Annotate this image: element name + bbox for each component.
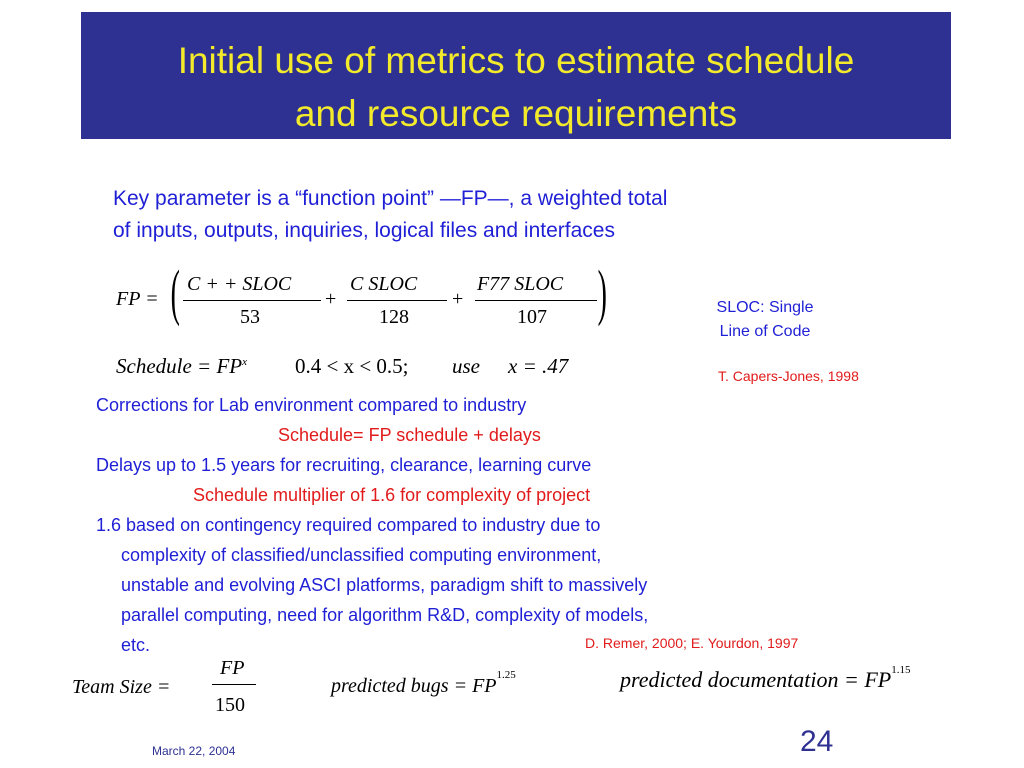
fp-term1-numerator: C + + SLOC — [187, 273, 292, 295]
schedule-exponent: x — [242, 356, 248, 368]
sloc-note-line-1: SLOC: Single — [716, 299, 814, 316]
slide-title-line-1: Initial use of metrics to estimate schedule — [177, 40, 855, 81]
paragraph-line-4: parallel computing, need for algorithm R&D, complexity of models, — [121, 605, 649, 625]
paragraph-line-1: 1.6 based on contingency required compared to industry due to — [96, 515, 601, 535]
team-size-denominator: 150 — [215, 694, 245, 716]
delays-line: Delays up to 1.5 years for recruiting, clearance, learning curve — [96, 455, 592, 475]
paragraph-line-5: etc. — [121, 635, 151, 655]
fp-term3-fraction-bar — [475, 300, 597, 301]
intro-line-1: Key parameter is a “function point” —FP—, a weighted total — [113, 187, 668, 210]
documentation-formula — [620, 663, 911, 693]
page-number: 24 — [800, 725, 834, 758]
fp-term3-denominator: 107 — [517, 306, 547, 328]
schedule-value: x = .47 — [508, 354, 569, 378]
plus-2: + — [452, 288, 464, 310]
bugs-formula — [331, 669, 516, 698]
bugs-lhs: predicted bugs = FP — [331, 675, 497, 697]
intro-line-2: of inputs, outputs, inquiries, logical files and interfaces — [113, 219, 615, 242]
documentation-lhs: predicted documentation = FP — [620, 667, 892, 692]
title-banner — [81, 12, 951, 139]
slide-title-line-2: and resource requirements — [294, 93, 738, 134]
schedule-lhs: Schedule = FP — [116, 354, 243, 378]
fp-term2-fraction-bar — [347, 300, 447, 301]
documentation-exponent: 1.15 — [891, 663, 911, 676]
team-size-fraction-bar — [212, 684, 256, 685]
schedule-equation-line: Schedule= FP schedule + delays — [278, 425, 541, 445]
footer-date: March 22, 2004 — [152, 744, 236, 758]
team-size-numerator: FP — [220, 657, 245, 679]
fp-term1-denominator: 53 — [240, 306, 260, 328]
right-paren: ) — [597, 259, 607, 327]
fp-term2-numerator: C SLOC — [350, 273, 418, 295]
citation-capers-jones: T. Capers-Jones, 1998 — [718, 368, 859, 384]
paragraph-line-2: complexity of classified/unclassified computing environment, — [121, 545, 602, 565]
sloc-note-line-2: Line of Code — [719, 323, 811, 340]
fp-term2-denominator: 128 — [379, 306, 409, 328]
plus-1: + — [325, 288, 337, 310]
schedule-range: 0.4 < x < 0.5; — [295, 354, 409, 378]
left-paren: ( — [170, 259, 180, 327]
fp-term3-numerator: F77 SLOC — [477, 273, 564, 295]
citation-remer-yourdon: D. Remer, 2000; E. Yourdon, 1997 — [585, 635, 799, 651]
paragraph-line-3: unstable and evolving ASCI platforms, paradigm shift to massively — [121, 575, 648, 595]
schedule-use: use — [452, 354, 480, 378]
multiplier-line: Schedule multiplier of 1.6 for complexity of project — [193, 485, 591, 505]
team-size-lhs: Team Size = — [72, 676, 171, 698]
bugs-exponent: 1.25 — [496, 669, 516, 682]
corrections-line: Corrections for Lab environment compared to industry — [96, 395, 527, 415]
fp-lhs: FP = — [116, 288, 159, 310]
fp-term1-fraction-bar — [183, 300, 321, 301]
